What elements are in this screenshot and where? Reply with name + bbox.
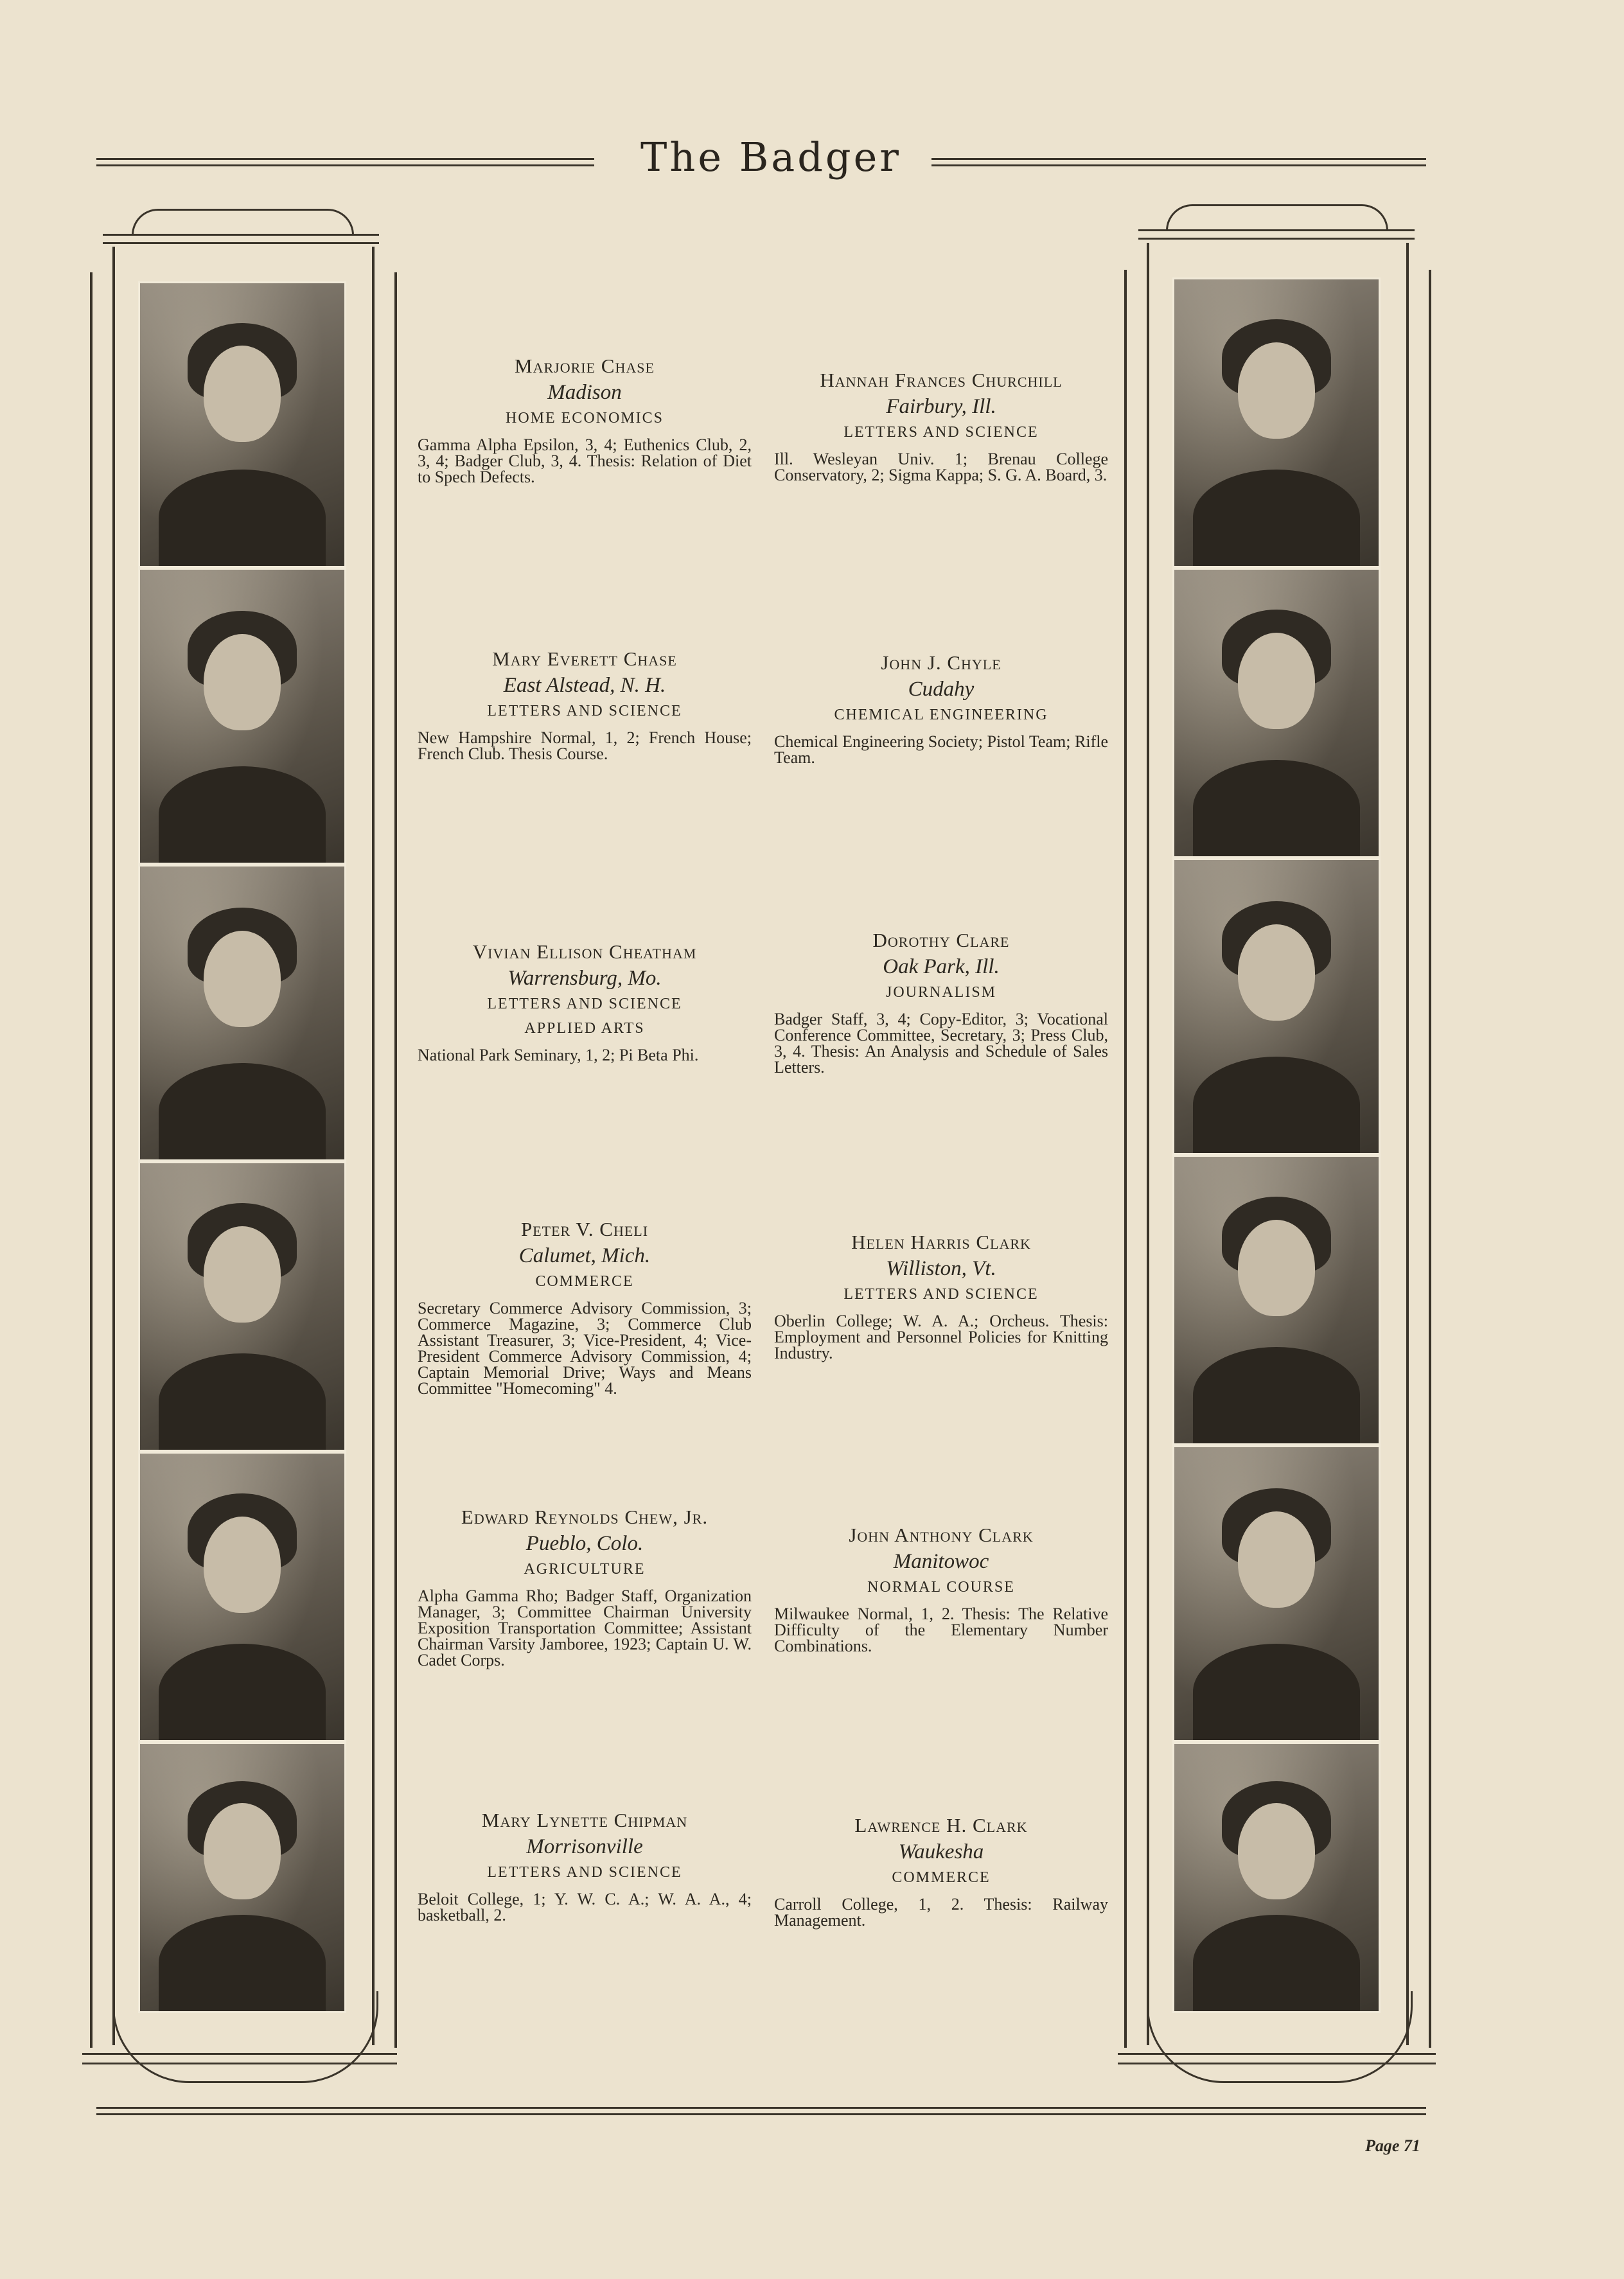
entry-name: Vivian Ellison Cheatham — [472, 940, 697, 963]
entry-description: Gamma Alpha Epsilon, 3, 4; Euthenics Club, 2, 3, 4; Badger Club, 3, 4. Thesis: Relation of Diet to Spech Defects. — [418, 436, 752, 486]
entry-description: New Hampshire Normal, 1, 2; French House; French Club. Thesis Course. — [418, 728, 752, 763]
entry-john-j-chyle — [774, 650, 1108, 766]
entry-name: Mary Lynette Chipman — [481, 1809, 688, 1831]
entry-name: Hannah Frances Churchill — [820, 369, 1063, 391]
entry-description: Beloit College, 1; Y. W. C. A.; W. A. A., 4; basketball, 2. — [418, 1890, 752, 1924]
entry-department-2: APPLIED ARTS — [524, 1020, 645, 1037]
entry-dorothy-clare — [774, 928, 1108, 1075]
portrait-john-anthony-clark — [1172, 1445, 1381, 1742]
entry-vivian-ellison-cheatham — [418, 939, 752, 1063]
entry-department: HOME ECONOMICS — [505, 410, 664, 427]
entry-description: Secretary Commerce Advisory Commission, 3; Commerce Magazine, 3; Commerce Club Assistant Treasurer, 3; Vice-President, 4; Vice-President Commerce Advisory Commission, 4; Captain Memorial Drive; Ways and Means Committee "Homecoming" 4. — [418, 1299, 752, 1398]
entry-john-anthony-clark — [774, 1522, 1108, 1654]
entry-mary-lynette-chipman — [418, 1808, 752, 1923]
entry-description: Badger Staff, 3, 4; Copy-Editor, 3; Vocational Conference Committee, Secretary, 3; Press Club, 3, 4. Thesis: An Analysis and Schedule of Sales Letters. — [774, 1010, 1108, 1077]
entry-department: NORMAL COURSE — [867, 1579, 1015, 1596]
portrait-john-j-chyle — [1172, 568, 1381, 858]
entry-department: JOURNALISM — [885, 984, 996, 1001]
entry-department: LETTERS AND SCIENCE — [843, 424, 1039, 441]
entry-town: Madison — [547, 381, 622, 404]
portrait-helen-harris-clark — [1172, 1155, 1381, 1445]
entry-description: Ill. Wesleyan Univ. 1; Brenau College Conservatory, 2; Sigma Kappa; S. G. A. Board, 3. — [774, 450, 1108, 484]
portrait-mary-everett-chase — [138, 568, 346, 865]
entry-hannah-frances-churchill — [774, 367, 1108, 483]
portrait-mary-lynette-chipman — [138, 1742, 346, 2013]
entry-department: LETTERS AND SCIENCE — [487, 703, 682, 719]
entry-town: Pueblo, Colo. — [525, 1532, 644, 1555]
entry-mary-everett-chase — [418, 646, 752, 762]
entry-department: LETTERS AND SCIENCE — [487, 1864, 682, 1881]
portrait-vivian-ellison-cheatham — [138, 865, 346, 1161]
entry-department: COMMERCE — [535, 1273, 634, 1290]
entry-description: Alpha Gamma Rho; Badger Staff, Organization Manager, 3; Committee Chairman University Exposition Transportation Committee; Assistant Chairman Varsity Jamboree, 1923; Captain U. W. Cadet Corps. — [418, 1587, 752, 1669]
entry-lawrence-h-clark — [774, 1813, 1108, 1928]
entry-town: Fairbury, Ill. — [886, 395, 996, 418]
page-title: The Badger — [640, 134, 901, 180]
entry-town: Manitowoc — [893, 1550, 989, 1573]
entry-name: Edward Reynolds Chew, Jr. — [461, 1506, 709, 1528]
entry-peter-v-cheli — [418, 1217, 752, 1396]
entry-name: John J. Chyle — [881, 651, 1002, 674]
portrait-hannah-frances-churchill — [1172, 277, 1381, 568]
header-rule-right — [931, 158, 1426, 166]
entry-town: Waukesha — [898, 1840, 984, 1863]
entry-department: LETTERS AND SCIENCE — [843, 1286, 1039, 1303]
entry-helen-harris-clark — [774, 1229, 1108, 1361]
entry-town: East Alstead, N. H. — [503, 674, 666, 697]
entry-name: Marjorie Chase — [515, 355, 655, 377]
entry-name: Peter V. Cheli — [520, 1218, 649, 1240]
entry-town: Warrensburg, Mo. — [508, 967, 662, 990]
portrait-peter-v-cheli — [138, 1161, 346, 1452]
page-number: Page 71 — [1365, 2136, 1420, 2155]
entry-department: AGRICULTURE — [524, 1561, 646, 1578]
entry-name: Mary Everett Chase — [492, 647, 677, 670]
entry-name: John Anthony Clark — [849, 1524, 1034, 1546]
entry-town: Morrisonville — [526, 1835, 643, 1858]
entry-marjorie-chase — [418, 353, 752, 485]
entry-description: Oberlin College; W. A. A.; Orcheus. Thesis: Employment and Personnel Policies for Knitting Industry. — [774, 1312, 1108, 1362]
entry-department: LETTERS AND SCIENCE — [487, 996, 682, 1012]
entry-name: Lawrence H. Clark — [854, 1814, 1028, 1836]
entry-town: Oak Park, Ill. — [883, 955, 1000, 978]
entry-description: Chemical Engineering Society; Pistol Team; Rifle Team. — [774, 732, 1108, 767]
entry-description: Carroll College, 1, 2. Thesis: Railway Management. — [774, 1895, 1108, 1930]
portrait-lawrence-h-clark — [1172, 1742, 1381, 2013]
entry-description: National Park Seminary, 1, 2; Pi Beta Phi. — [418, 1046, 699, 1064]
entry-edward-reynolds-chew — [418, 1504, 752, 1668]
entry-department: COMMERCE — [892, 1869, 991, 1886]
portrait-dorothy-clare — [1172, 858, 1381, 1155]
portrait-marjorie-chase — [138, 281, 346, 568]
entry-department: CHEMICAL ENGINEERING — [834, 707, 1048, 723]
header-rule-left — [96, 158, 594, 166]
portrait-edward-reynolds-chew — [138, 1452, 346, 1742]
entry-town: Williston, Vt. — [886, 1257, 996, 1280]
entry-description: Milwaukee Normal, 1, 2. Thesis: The Relative Difficulty of the Elementary Number Combinations. — [774, 1605, 1108, 1655]
footer-rule — [96, 2107, 1426, 2115]
entry-town: Cudahy — [908, 678, 975, 701]
entry-town: Calumet, Mich. — [518, 1244, 651, 1267]
entry-name: Helen Harris Clark — [851, 1231, 1031, 1253]
entry-name: Dorothy Clare — [872, 929, 1010, 951]
